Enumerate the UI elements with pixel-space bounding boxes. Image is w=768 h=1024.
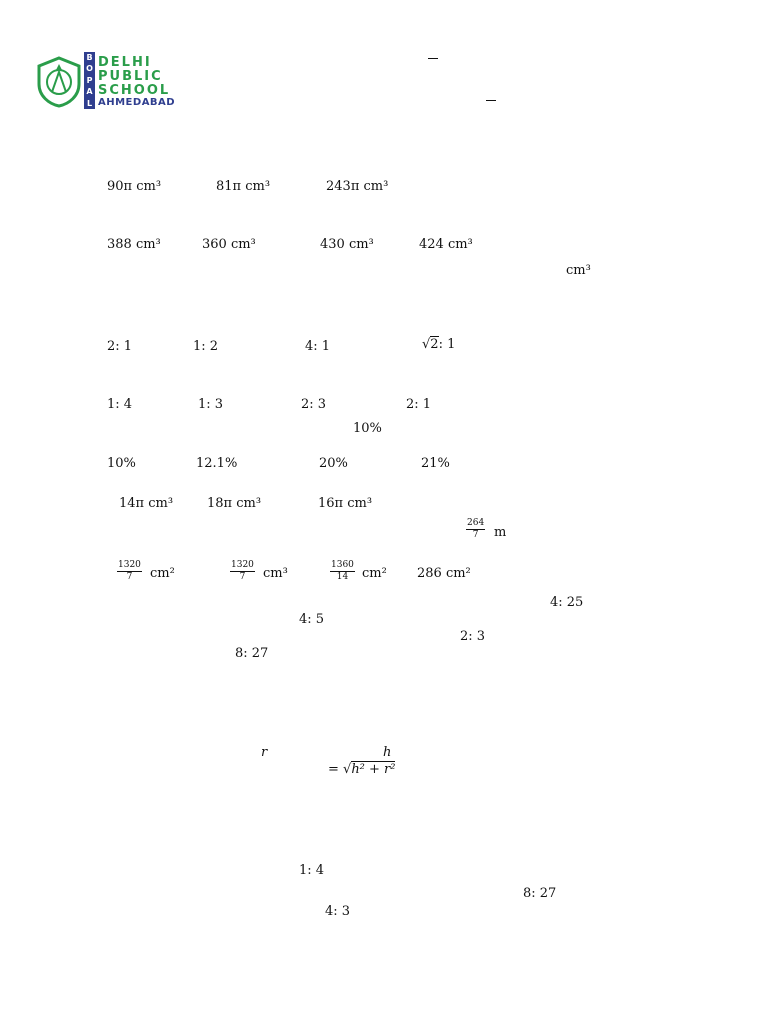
- ratio-text: 8: 27: [235, 646, 269, 661]
- overline-mark: [428, 58, 438, 59]
- fraction-length: [466, 519, 485, 540]
- unit-text: cm²: [362, 566, 387, 581]
- ratio-text: 8: 27: [523, 886, 557, 901]
- option-text: 1: 3: [198, 397, 224, 412]
- formula-prefix: = √: [328, 762, 352, 777]
- option-text: 81π cm³: [216, 179, 271, 194]
- logo-line-ahmedabad: AHMEDABAD: [98, 97, 176, 108]
- option-text: 2: 1: [406, 397, 432, 412]
- ratio-text: 2: 3: [460, 629, 486, 644]
- fraction-denominator: 7: [126, 572, 133, 582]
- logo-side-letter: A: [86, 87, 93, 97]
- ratio-text: 1: 4: [299, 863, 325, 878]
- option-text: 360 cm³: [202, 237, 256, 252]
- fraction-denominator: 7: [472, 530, 479, 540]
- option-text: 2: 1: [107, 339, 133, 354]
- option-text: 388 cm³: [107, 237, 161, 252]
- school-crest-icon: [36, 56, 82, 108]
- option-text: 12.1%: [196, 456, 238, 471]
- option-text: 243π cm³: [326, 179, 389, 194]
- option-text: 1: 2: [193, 339, 219, 354]
- option-text: 16π cm³: [318, 496, 373, 511]
- fraction-numerator: 1320: [118, 560, 141, 570]
- sqrt-sign: √: [422, 337, 431, 352]
- unit-text: cm³: [263, 566, 288, 581]
- option-text: 10%: [107, 456, 136, 471]
- ratio-text: 4: 25: [550, 595, 584, 610]
- slant-height-formula: [328, 763, 395, 776]
- sqrt-radicand: 2: [430, 337, 439, 352]
- logo-side-letter: O: [86, 64, 93, 74]
- ratio-text: 4: 3: [325, 904, 351, 919]
- fraction-option: [330, 561, 355, 582]
- option-text: 286 cm²: [417, 566, 471, 581]
- option-text: 1: 4: [107, 397, 133, 412]
- option-text: 14π cm³: [119, 496, 174, 511]
- option-text: 2: 3: [301, 397, 327, 412]
- fraction-denominator: 14: [336, 572, 349, 582]
- fraction-numerator: 1360: [331, 560, 354, 570]
- logo-line-delhi: DELHI: [98, 55, 152, 70]
- fraction-numerator: 264: [467, 518, 485, 528]
- option-sqrt-ratio: [422, 338, 455, 351]
- unit-text: cm²: [150, 566, 175, 581]
- overline-mark: [486, 100, 496, 101]
- logo-line-public: PUBLIC: [98, 69, 163, 84]
- fraction-numerator: 1320: [231, 560, 254, 570]
- logo-side-letter: L: [86, 98, 93, 108]
- option-text: 21%: [421, 456, 450, 471]
- logo-side-bar: [84, 52, 95, 109]
- logo-line-school: SCHOOL: [98, 83, 171, 98]
- fraction-option: [230, 561, 255, 582]
- logo-side-letter: P: [86, 75, 93, 85]
- option-text: 424 cm³: [419, 237, 473, 252]
- ratio-rest: : 1: [438, 337, 456, 352]
- option-text: 18π cm³: [207, 496, 262, 511]
- unit-text: cm³: [566, 263, 591, 278]
- variable-r: r: [261, 745, 268, 760]
- option-text: 4: 1: [305, 339, 331, 354]
- variable-h: h: [383, 745, 392, 760]
- given-percent: 10%: [353, 421, 382, 436]
- fraction-option: [117, 561, 142, 582]
- ratio-text: 4: 5: [299, 612, 325, 627]
- option-text: 20%: [319, 456, 348, 471]
- fraction-denominator: 7: [239, 572, 246, 582]
- logo-side-letter: B: [86, 53, 93, 62]
- formula-radicand: h² + r²: [351, 762, 396, 777]
- option-text: 90π cm³: [107, 179, 162, 194]
- unit-text: m: [494, 525, 507, 540]
- option-text: 430 cm³: [320, 237, 374, 252]
